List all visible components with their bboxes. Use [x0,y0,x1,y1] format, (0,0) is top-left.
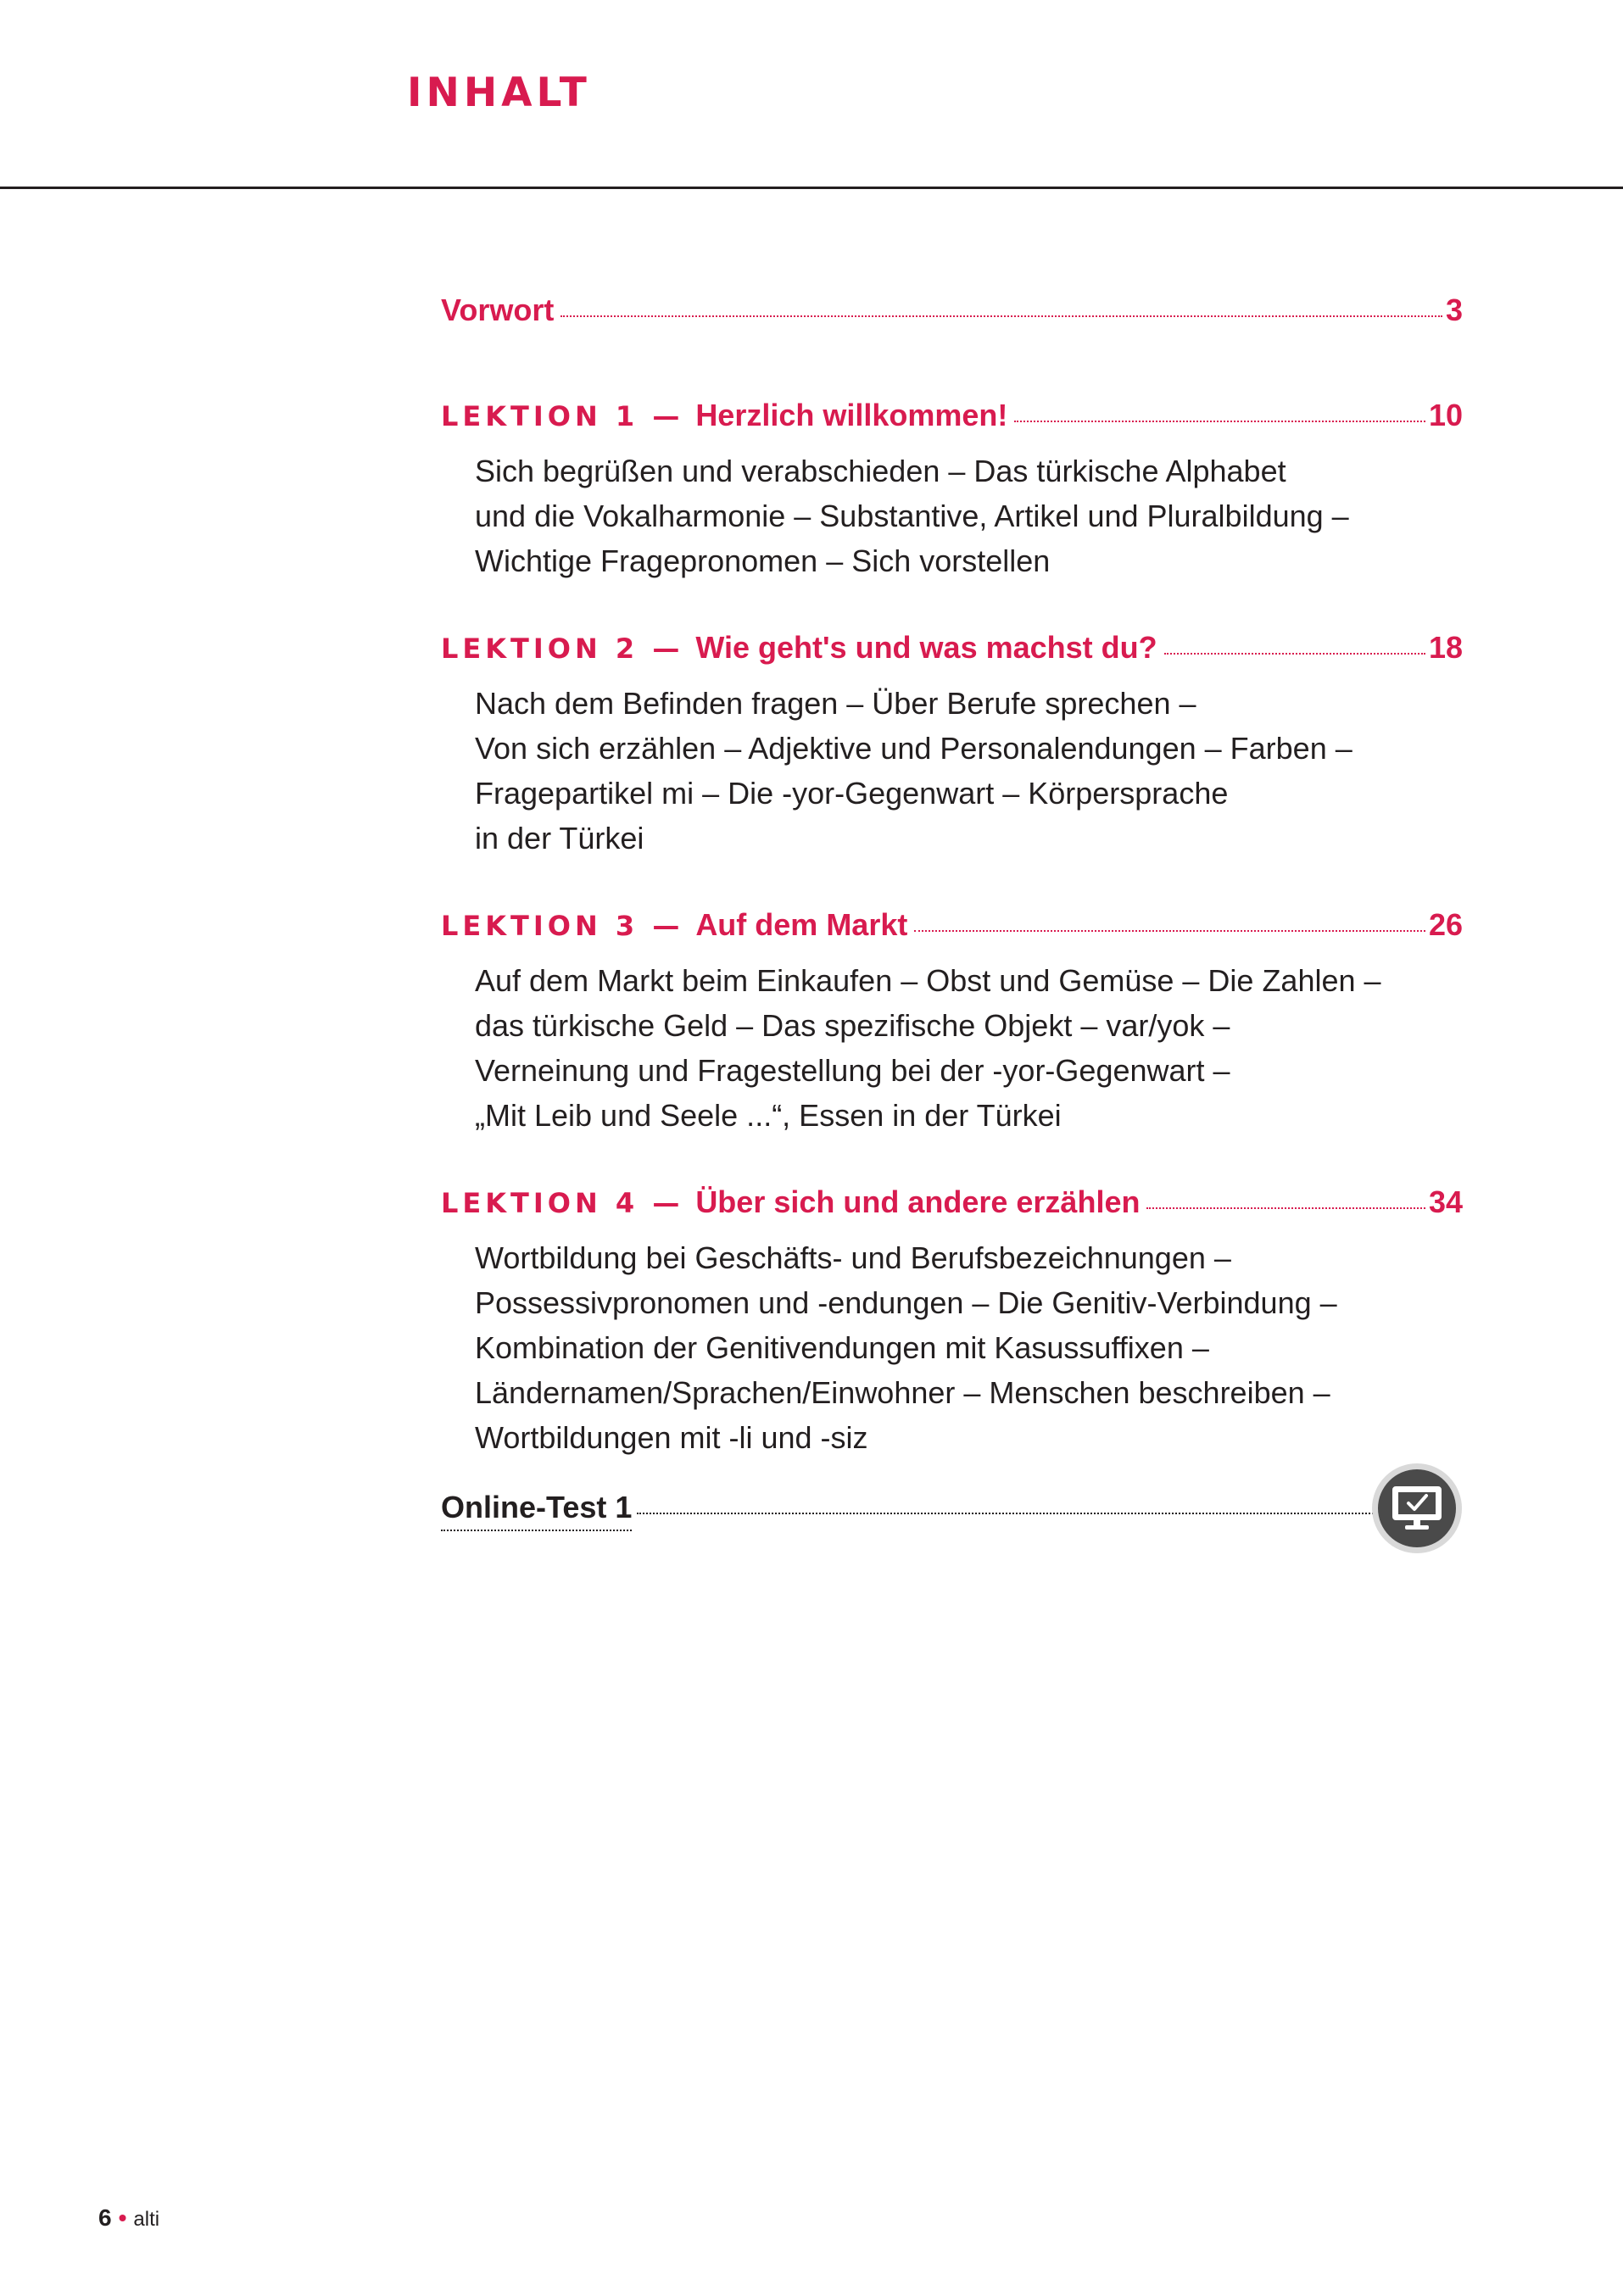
page-number: 6 [98,2204,112,2231]
toc-entry-lektion-1[interactable] [441,393,1463,438]
description-line: Possessivpronomen und -endungen – Die Genitiv-Verbindung – [475,1285,1337,1320]
toc-page-number: 3 [1445,293,1463,327]
toc-entry-vorwort[interactable] [441,288,1463,332]
toc-entry-title: Vorwort [441,293,555,327]
description-line: in der Türkei [475,821,644,855]
toc-entry-title: Wie geht's und was machst du? [695,630,1157,665]
description-line: Sich begrüßen und verabschieden – Das türkische Alphabet [475,454,1286,488]
dot-leader [1146,1207,1425,1209]
lesson-label: LEKTION 3 — [441,910,684,942]
monitor-check-icon-inner [1378,1469,1456,1547]
book-title: alti [133,2208,160,2231]
online-test-label: Online-Test 1 [441,1485,632,1531]
description-line: „Mit Leib und Seele ...“, Essen in der Türkei [475,1098,1062,1133]
dot-leader [914,930,1425,932]
description-line: Wortbildung bei Geschäfts- und Berufsbezeichnungen – [475,1240,1231,1275]
toc-entry-lektion-2[interactable] [441,626,1463,671]
description-line: Ländernamen/Sprachen/Einwohner – Menschen beschreiben – [475,1375,1330,1410]
lesson-description [475,681,1463,861]
toc-entry-title: Über sich und andere erzählen [695,1184,1141,1219]
description-line: Verneinung und Fragestellung bei der -yor-Gegenwart – [475,1053,1230,1088]
lesson-label: LEKTION 1 — [441,400,684,432]
toc-entry-title: Auf dem Markt [695,907,908,942]
toc-entry-title: Herzlich willkommen! [695,398,1008,432]
lesson-description [475,1235,1463,1460]
dot-leader [1164,653,1425,655]
toc-entry-lektion-3[interactable] [441,903,1463,948]
lesson-label: LEKTION 2 — [441,633,684,665]
toc-entry-lektion-4[interactable] [441,1180,1463,1225]
page-footer [98,2204,159,2232]
table-of-contents [441,288,1463,1531]
page-title: INHALT [407,70,591,116]
dot-leader [1014,421,1425,422]
toc-page-number: 26 [1428,907,1463,942]
toc-page-number: 10 [1428,398,1463,432]
toc-entry-online-test[interactable] [441,1485,1374,1531]
toc-page-number: 18 [1428,630,1463,665]
description-line: das türkische Geld – Das spezifische Objekt – var/yok – [475,1008,1230,1043]
description-line: Nach dem Befinden fragen – Über Berufe sprechen – [475,686,1196,721]
bullet-icon: • [118,2204,127,2231]
toc-page-number: 34 [1428,1184,1463,1219]
dot-leader [637,1513,1374,1514]
header-rule [0,187,1623,189]
monitor-check-icon[interactable] [1372,1463,1462,1553]
description-line: Von sich erzählen – Adjektive und Personalendungen – Farben – [475,731,1352,766]
description-line: Wichtige Fragepronomen – Sich vorstellen [475,543,1051,578]
lesson-description [475,449,1463,583]
description-line: und die Vokalharmonie – Substantive, Artikel und Pluralbildung – [475,499,1349,533]
lesson-description [475,958,1463,1138]
description-line: Auf dem Markt beim Einkaufen – Obst und Gemüse – Die Zahlen – [475,963,1381,998]
description-line: Fragepartikel mi – Die -yor-Gegenwart – Körpersprache [475,776,1229,811]
dot-leader [561,315,1442,317]
description-line: Kombination der Genitivendungen mit Kasussuffixen – [475,1330,1209,1365]
description-line: Wortbildungen mit -li und -siz [475,1420,868,1455]
monitor-icon-graphic [1391,1485,1443,1532]
lesson-label: LEKTION 4 — [441,1187,684,1219]
